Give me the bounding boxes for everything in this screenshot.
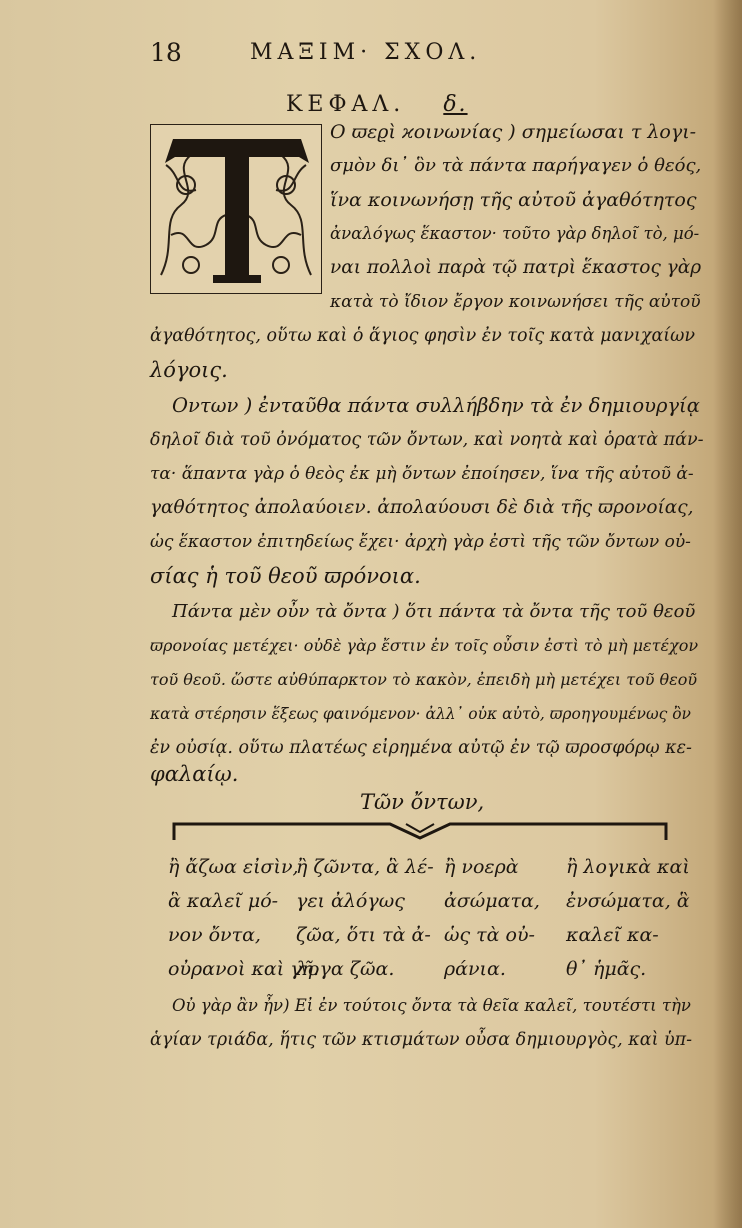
text-line: Οὐ γὰρ ἂν ἦν) Εἰ ἐν τούτοις ὄντα τὰ θεῖα καλεῖ, τουτέστι τὴν [172, 996, 691, 1015]
bracket-brace-icon [170, 818, 670, 844]
text-line: λόγοις. [150, 358, 228, 382]
table-cell: θ᾽ ἡμᾶς. [566, 958, 647, 980]
table-column-3 [444, 850, 540, 986]
running-head: ΜΑΞΙΜ· ΣΧΟΛ. [250, 40, 482, 65]
table-title: Τῶν ὄντων, [360, 790, 485, 814]
decorated-initial-t [150, 124, 322, 294]
text-line: ναι πολλοὶ παρὰ τῷ πατρὶ ἕκαστος γὰρ [330, 257, 702, 278]
table-cell: ράνια. [444, 958, 506, 980]
table-cell: ἢ λογικὰ καὶ [566, 856, 690, 878]
text-line: κατὰ στέρησιν ἕξεως φαινόμενον· ἀλλ᾽ οὐκ αὐτὸ, ϖροηγουμένως ὂν [150, 705, 691, 723]
table-cell: λογα ζῶα. [296, 958, 395, 980]
text-line: ἐν οὐσίᾳ. οὕτω πλατέως εἰρημένα αὐτῷ ἐν τῷ ϖροσφόρῳ κε- [150, 738, 692, 758]
text-line: Ο ϖεϱὶ ϰοινωνίας ) σημείωσαι τ λογι- [330, 121, 697, 143]
text-line: ἵνα κοινωνήσῃ τῆς αὐτοῦ ἀγαθότητος [330, 189, 697, 211]
table-cell: ἢ νοερὰ [444, 856, 519, 878]
text-line: τα· ἅπαντα γὰρ ὁ θεὸς ἐκ μὴ ὄντων ἐποίησεν, ἵνα τῆς αὐτοῦ ἀ- [150, 464, 694, 484]
text-line: ϖρονοίας μετέχει· οὐδὲ γὰρ ἔστιν ἐν τοῖς οὖσιν ἐστὶ τὸ μὴ μετέχον [150, 636, 699, 655]
table-cell: ἐνσώματα, ἃ [566, 890, 690, 912]
table-column-2 [296, 850, 434, 986]
text-line: Οντων ) ἐνταῦθα πάντα συλλήβδην τὰ ἐν δημιουργίᾳ [172, 394, 700, 417]
table-cell: ἢ ζῶντα, ἃ λέ- [296, 856, 434, 878]
text-line: κατὰ τὸ ἴδιον ἔργον κοινωνήσει τῆς αὐτοῦ [330, 292, 701, 312]
ornamental-initial-icon [151, 125, 321, 293]
text-line: γαθότητος ἀπολαύοιεν. ἀπολαύουσι δὲ διὰ τῆς ϖρονοίας, [150, 497, 694, 518]
page-header [150, 38, 550, 72]
table-cell: ζῶα, ὅτι τὰ ἀ- [296, 924, 431, 946]
text-line: σίας ἡ τοῦ θεοῦ ϖρόνοια. [150, 564, 421, 588]
chapter-number: δ. [443, 92, 468, 117]
text-line: τοῦ θεοῦ. ὥστε αὐθύπαρκτον τὸ κακὸν, ἐπειδὴ μὴ μετέχει τοῦ θεοῦ [150, 670, 698, 689]
page-number: 18 [150, 38, 182, 67]
text-line: ἀγαθότητος, οὕτω καὶ ὁ ἅγιος φησὶν ἐν τοῖς κατὰ μανιχαίων [150, 326, 696, 346]
text-line: φαλαίῳ. [150, 762, 239, 786]
text-line: σμὸν δι᾽ ὃν τὰ πάντα παρήγαγεν ὁ θεός, [330, 155, 702, 176]
table-cell: ἢ ἄζωα εἰσὶν, [168, 856, 299, 878]
table-column-4 [566, 850, 690, 986]
table-cell: οὐρανοὶ καὶ γῆ. [168, 958, 320, 980]
text-line: δηλοῖ διὰ τοῦ ὀνόματος τῶν ὄντων, καὶ νοητὰ καὶ ὁρατὰ πάν- [150, 430, 704, 450]
text-line: ἁγίαν τριάδα, ἥτις τῶν κτισμάτων οὖσα δημιουργὸς, καὶ ὑπ- [150, 1030, 693, 1050]
chapter-label: ΚΕΦΑΛ. [286, 92, 406, 117]
table-cell: ἀσώματα, [444, 890, 540, 912]
chapter-heading [286, 92, 468, 117]
table-cell: ἃ καλεῖ μό- [168, 890, 279, 912]
text-line: ἀναλόγως ἕκαστον· τοῦτο γὰρ δηλοῖ τὸ, μό- [330, 224, 700, 243]
binding-shadow [714, 0, 742, 1228]
table-cell: νον ὄντα, [168, 924, 261, 946]
text-line: ὡς ἕκαστον ἐπιτηδείως ἔχει· ἀρχὴ γὰρ ἐστὶ τῆς τῶν ὄντων οὐ- [150, 532, 691, 552]
text-line: Πάντα μὲν οὖν τὰ ὄντα ) ὅτι πάντα τὰ ὄντα τῆς τοῦ θεοῦ [172, 601, 696, 622]
table-cell: ὡς τὰ οὐ- [444, 924, 535, 946]
table-cell: γει ἀλόγως [296, 890, 405, 912]
table-cell: καλεῖ κα- [566, 924, 659, 946]
